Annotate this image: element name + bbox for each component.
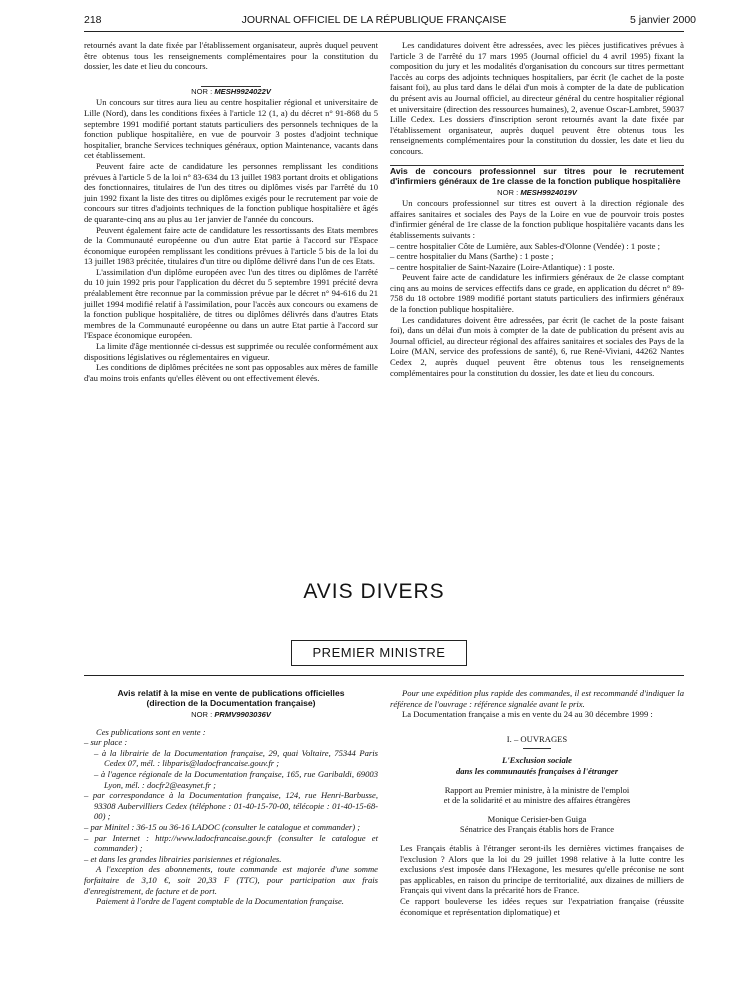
nor-reference	[84, 710, 378, 721]
sales-list	[84, 737, 378, 864]
paragraph: A l'exception des abonnements, toute commande est majorée d'une somme forfaitaire de 3,10 €, soit 20,33 F (TTC), pour participation aux frais d'enregistrement, de facture et de port.	[84, 864, 378, 896]
paragraph: Un concours professionnel sur titres est ouvert à la direction régionale des affaires sanitaires et sociales des Pays de la Loire en vue de pourvoir trois postes d'infirmier général de 1re classe de la fonction publique hospitalière vacants dans les établissements suivants :	[390, 198, 684, 240]
paragraph: La limite d'âge mentionnée ci-dessus est supprimée ou reculée conformément aux dispositions législatives ou réglementaires en vigueur.	[84, 341, 378, 362]
list-item: – centre hospitalier de Saint-Nazaire (Loire-Atlantique) : 1 poste.	[390, 261, 615, 272]
paragraph: Les candidatures doivent être adressées, par écrit (le cachet de la poste faisant foi), dans un délai d'un mois à compter de la date de publication du présent avis au Journal officiel, au directeur régional des affaires sanitaires et sociales des Pays de la Loire (MAN, service des professions de santé), 6, rue René-Viviani, 44262 Nantes Cedex 2, auprès duquel peuvent être obtenus tous les renseignements complémentaires pour la constitution du dossier, les date et lieu du concours.	[390, 314, 684, 378]
notice-heading-line: Avis relatif à la mise en vente de publications officielles	[117, 688, 345, 698]
list-item: – centre hospitalier Côte de Lumière, aux Sables-d'Olonne (Vendée) : 1 poste ;	[390, 240, 661, 251]
paragraph: Les candidatures doivent être adressées, avec les pièces justificatives prévues à l'article 3 de l'arrêté du 17 mars 1995 (Journal officiel du 4 avril 1995) fixant la composition du jury et les modalités d'organisation du concours sur titres permettant l'accès au corps des adjoints techniques hospitaliers, par écrit (le cachet de la poste faisant foi), au plus tard dans le délai d'un mois à compter de la date de publication du présent avis au Journal officiel, au directeur général du centre hospitalier régional et universitaire (direction des ressources humaines), 2, avenue Oscar-Lambret, 59037 Lille Cedex. Les dossiers d'inscription seront retournés avant la date fixée par l'établissement organisateur, auprès duquel peuvent être obtenus tous les renseignements complémentaires pour la constitution du dossier, les date et lieu du concours.	[390, 40, 684, 156]
paragraph: Les Français établis à l'étranger seront-ils les dernières victimes françaises de l'exclusion ? Alors que la loi du 29 juillet 1998 relative à la lutte contre les exclusions s'est imposée dans l'Hexagone, les mesures qu'elle préconise ne sont pas applicables, en raison du principe de territorialité, aux dizaines de milliers de Français qui vivent dans la précarité hors de France.	[400, 842, 684, 896]
paragraph: Les conditions de diplômes précitées ne sont pas opposables aux mères de famille d'au moins trois enfants qu'elles élèvent ou ont effectivement élevés.	[84, 362, 378, 383]
author-title: Sénatrice des Français établis hors de France	[459, 824, 615, 835]
avis-divers-heading: AVIS DIVERS	[303, 580, 445, 603]
notice-heading	[84, 688, 378, 708]
publication-title: L'Exclusion sociale	[502, 755, 572, 766]
author-name: Monique Cerisier-ben Guiga	[487, 813, 587, 824]
establishment-list	[390, 241, 684, 273]
nor-reference	[390, 188, 684, 199]
nor-reference	[84, 87, 378, 98]
page-number: 218	[84, 14, 102, 26]
section-rule	[84, 675, 684, 676]
list-item: – et dans les grandes librairies parisiennes et régionales.	[84, 853, 282, 864]
left-column	[84, 40, 378, 383]
paragraph: Un concours sur titres aura lieu au centre hospitalier régional et universitaire de Lille (Nord), dans les conditions fixées à l'article 12 (1, a) du décret n° 91-868 du 5 septembre 1991 modifié portant statuts particuliers des personnels techniques de la fonction publique hospitalière, en vue de pourvoir 3 postes d'adjoint technique hospitalier, branche Services techniques généraux, option Maintenance, vacants dans cet établissement.	[84, 97, 378, 161]
list-item: – centre hospitalier du Mans (Sarthe) : 1 poste ;	[390, 251, 554, 262]
section-heading: Avis de concours professionnel sur titres pour le recrutement d'infirmiers généraux de 1re classe de la fonction publique hospitalière	[390, 165, 684, 186]
page-header	[0, 0, 748, 30]
paragraph: Ces publications sont en vente :	[96, 726, 206, 737]
list-item: – à l'agence régionale de la Documentation française, 165, rue Garibaldi, 69003 Lyon, mél. : docfr2@easynet.fr ;	[94, 768, 378, 790]
paragraph: Pour une expédition plus rapide des commandes, il est recommandé d'indiquer la référence de l'ouvrage : référence signalée avant le prix.	[390, 688, 684, 709]
right-column	[390, 40, 684, 378]
separator	[523, 748, 551, 749]
bottom-left-column	[84, 682, 378, 907]
paragraph: Peuvent faire acte de candidature les infirmiers généraux de 2e classe comptant cinq ans au moins de services effectifs dans ce grade, en application du décret n° 89-758 du 18 octobre 1989 modifié portant statuts particuliers des infirmiers généraux de la fonction publique hospitalière.	[390, 272, 684, 315]
header-rule	[84, 31, 684, 32]
nor-code: PRMV9903036V	[214, 710, 271, 719]
section-rule	[390, 165, 684, 166]
list-item: – par correspondance à la Documentation française, 124, rue Henri-Barbusse, 93308 Aubervilliers Cedex (téléphone : 01-40-15-70-00, télécopie : 01-40-15-68-00) ;	[84, 790, 378, 822]
notice-heading-line: (direction de la Documentation française)	[146, 698, 316, 708]
paragraph: Ce rapport bouleverse les idées reçues sur l'expatriation française (réussite économique et représentation diplomatique) et	[400, 895, 684, 917]
journal-title: JOURNAL OFFICIEL DE LA RÉPUBLIQUE FRANÇAISE	[241, 14, 507, 26]
nor-code: MESH9924022V	[214, 86, 271, 96]
paragraph: L'assimilation d'un diplôme européen avec l'un des titres ou diplômes de l'arrêté du 10 juin 1992 pris pour l'application du décret du 5 septembre 1991 précité devra préalablement être reconnue par la commission prévue par le décret n° 94-616 du 21 juillet 1994 modifié relatif à l'assimilation, pour l'accès aux concours ou examens de la fonction publique hospitalière, de titres ou diplômes délivrés dans d'autres Etats membres de la Communauté européenne ou dans un autre Etat partie à l'accord sur l'Espace économique européen.	[84, 266, 378, 341]
nor-code: MESH9924019V	[520, 187, 577, 197]
list-item: – sur place :	[84, 737, 128, 748]
list-item: – par Internet : http://www.ladocfrancaise.gouv.fr (consulter le catalogue et commander) ;	[84, 832, 378, 854]
paragraph: Peuvent également faire acte de candidature les ressortissants des Etats membres de la Communauté européenne ou d'un autre Etat partie à l'accord sur l'Espace économique européen remplissant les conditions prévues à l'article 5 bis de la loi du 13 juillet 1983 précitée, titulaires d'un titre ou diplôme délivré dans l'un de ces Etats.	[84, 224, 378, 267]
section-title: I. – OUVRAGES	[506, 733, 568, 744]
list-item: – par Minitel : 36-15 ou 36-16 LADOC (consulter le catalogue et commander) ;	[84, 821, 361, 832]
list-item: – à la librairie de la Documentation française, 29, quai Voltaire, 75344 Paris Cedex 07, mél. : libparis@ladocfrancaise.gouv.fr ;	[94, 747, 378, 769]
paragraph: La Documentation française a mis en vente du 24 au 30 décembre 1999 :	[402, 709, 653, 720]
nor-label: NOR :	[191, 86, 213, 96]
issue-date: 5 janvier 2000	[630, 14, 696, 26]
bottom-right-column	[390, 688, 684, 917]
left-intro-paragraph: retournés avant la date fixée par l'établissement organisateur, auprès duquel peuvent être obtenus tous les renseignements complémentaires pour la constitution du dossier, les date et lieu du concours.	[84, 40, 378, 72]
separator	[201, 86, 261, 87]
rapport-line: et de la solidarité et au ministre des affaires étrangères	[443, 795, 631, 806]
publication-title: dans les communautés françaises à l'étranger	[455, 765, 619, 776]
rapport-line: Rapport au Premier ministre, à la ministre de l'emploi	[444, 784, 630, 795]
paragraph: Paiement à l'ordre de l'agent comptable de la Documentation française.	[96, 896, 344, 907]
nor-label: NOR :	[497, 187, 519, 197]
premier-ministre-box: PREMIER MINISTRE	[291, 640, 467, 666]
nor-label: NOR :	[191, 710, 213, 719]
paragraph: Peuvent faire acte de candidature les personnes remplissant les conditions prévues à l'article 5 de la loi n° 83-634 du 13 juillet 1983 portant droits et obligations des fonctionnaires, titulaires de l'un des titres ou diplômes visés par l'arrêté du 10 juin 1992 fixant la liste des titres ou diplômes exigés pour le recrutement par voie de concours sur titres d'adjoints techniques de la fonction publique hospitalière et âgés de quarante-cinq ans au plus au 1er janvier de l'année du concours.	[84, 160, 378, 224]
